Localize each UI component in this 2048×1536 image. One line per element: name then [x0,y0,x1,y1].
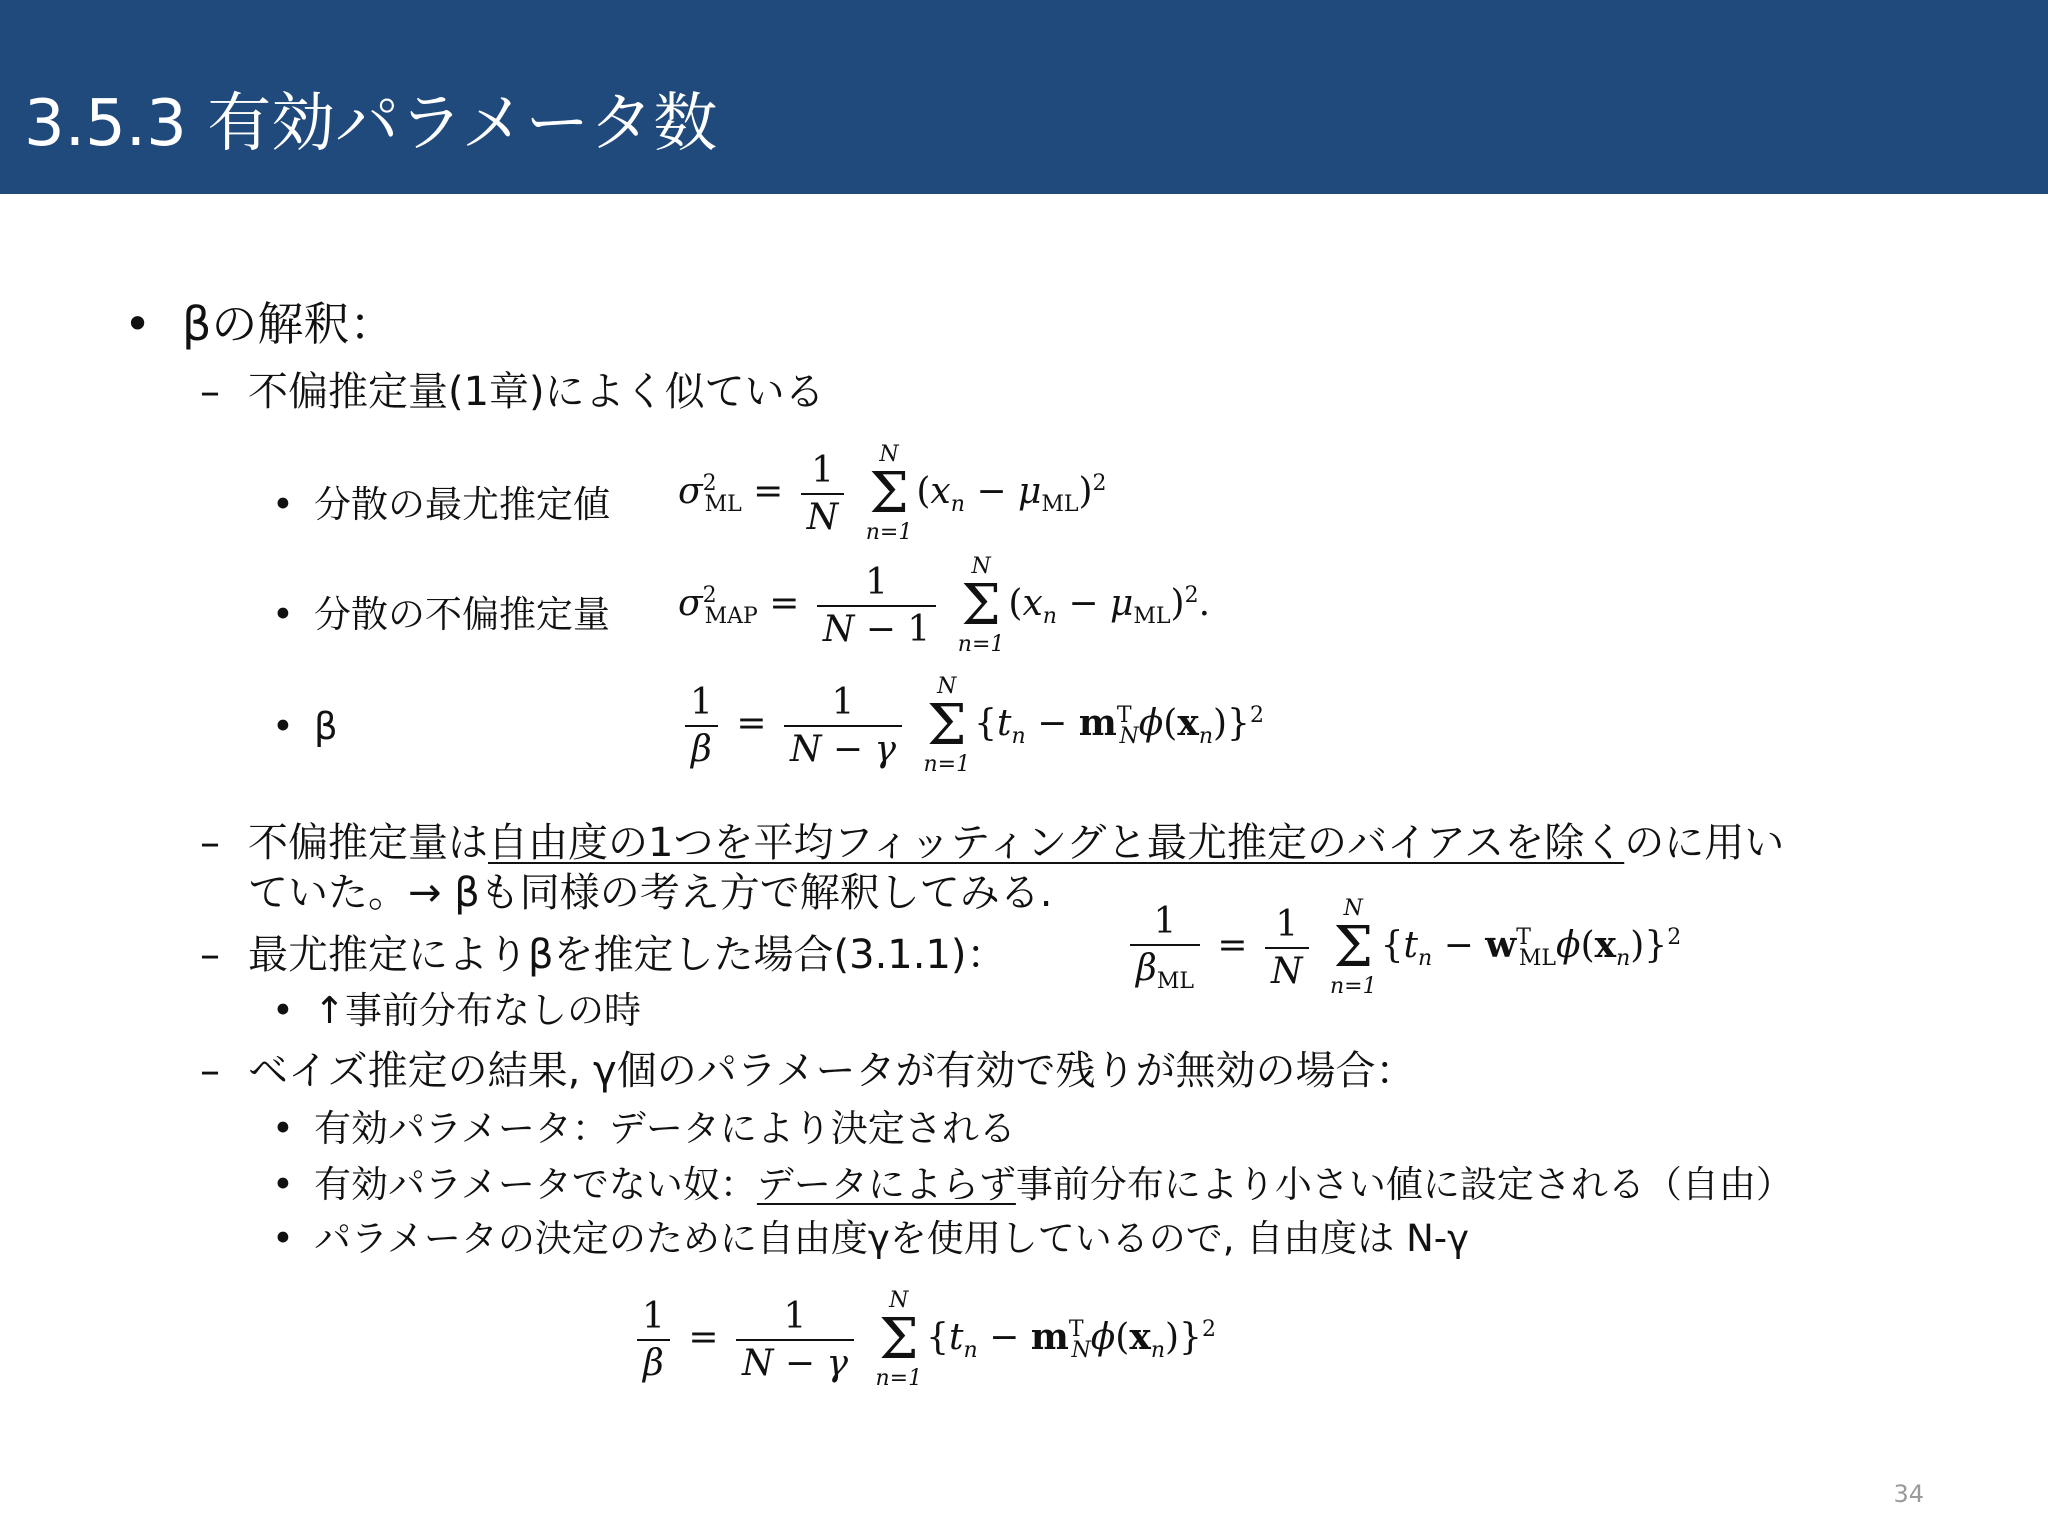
dash-item-unbiased-dof-line2: ていた。→ βも同様の考え方で解釈してみる. [248,870,1053,916]
sub-item-effective-params [272,1108,1016,1151]
dash-marker: – [200,1048,220,1094]
dash-item-bayes-result [200,1048,1416,1094]
title-bar [0,0,2048,194]
bullet-marker: • [272,989,294,1032]
formula-sigma-ml: $\sigma^2_{ML}$ = $\frac{1}{N}$ N Σ n=1 $(x_n - \mu_{ML})^2$ [678,442,1107,545]
bullet-marker: • [272,705,294,748]
sub-item-ml-variance [272,484,610,527]
dash-item-unbiased-dof [200,820,1784,866]
formula-beta-1: $\frac{1}{\beta}$ = $\frac{1}{N - \gamma}$ N Σ n=1 $\{t_n - m^T_N\phi(x_n)\}^2$ [678,676,1264,776]
dash-marker: – [200,369,220,415]
page-number: 34 [1893,1480,1924,1508]
bullet-marker: • [272,593,294,636]
formula-sigma-map: $\sigma^2_{MAP}$ = $\frac{1}{N - 1}$ N Σ n=1 $(x_n - \mu_{ML})^2$. [678,554,1211,657]
bullet-marker: • [272,1107,294,1150]
bullet-marker: • [272,1163,294,1206]
formula-beta-ml: $\frac{1}{\beta_{ML}}$ = $\frac{1}{N}$ N Σ n=1 $\{t_n - w^T_{ML}\phi(x_n)\}^2$ [1124,898,1681,998]
sub-text-underlined: データによらず [756,1163,1016,1206]
sub-text-post: 事前分布により小さい値に設定される（自由） [1015,1163,1793,1206]
sub-item-no-prior [272,990,641,1033]
sub-text: β [314,705,338,748]
sub-text-pre: 有効パラメータでない奴： [314,1163,757,1206]
dash-marker: – [200,820,220,866]
dash-text-underlined: 自由度の1つを平均フィッティングと最尤推定のバイアスを除く [488,820,1625,866]
sub-text: パラメータの決定のために自由度γを使用しているので, 自由度は N-γ [314,1217,1469,1260]
dash-text-post: のに用い [1624,820,1785,866]
sub-text: 分散の不偏推定量 [314,593,610,636]
dash-text: 最尤推定によりβを推定した場合(3.1.1)： [248,932,1007,978]
sub-item-map-variance [272,594,610,637]
bullet-marker: • [124,297,152,351]
bullet-text: βの解釈： [182,297,396,351]
dash-item-ml-beta [200,932,1007,978]
sub-item-beta [272,706,338,749]
dash-text: ベイズ推定の結果, γ個のパラメータが有効で残りが無効の場合： [248,1048,1416,1094]
bullet-marker: • [272,1217,294,1260]
bullet-marker: • [272,483,294,526]
slide-title: 3.5.3 有効パラメータ数 [24,87,718,161]
sub-text: 有効パラメータ：データにより決定される [314,1107,1016,1150]
dash-text: 不偏推定量(1章)によく似ている [248,369,825,415]
formula-beta-2: $\frac{1}{\beta}$ = $\frac{1}{N - \gamma}$ N Σ n=1 $\{t_n - m^T_N\phi(x_n)\}^2$ [630,1290,1216,1390]
dash-text-pre: 不偏推定量は [248,820,488,866]
sub-item-non-effective-params [272,1164,1793,1207]
dash-marker: – [200,932,220,978]
sub-item-dof-gamma [272,1218,1469,1261]
bullet-beta-interpretation [124,298,395,351]
sub-text: ↑事前分布なしの時 [314,989,642,1032]
sub-text: 分散の最尤推定値 [314,483,610,526]
dash-item-unbiased-similar [200,369,825,415]
